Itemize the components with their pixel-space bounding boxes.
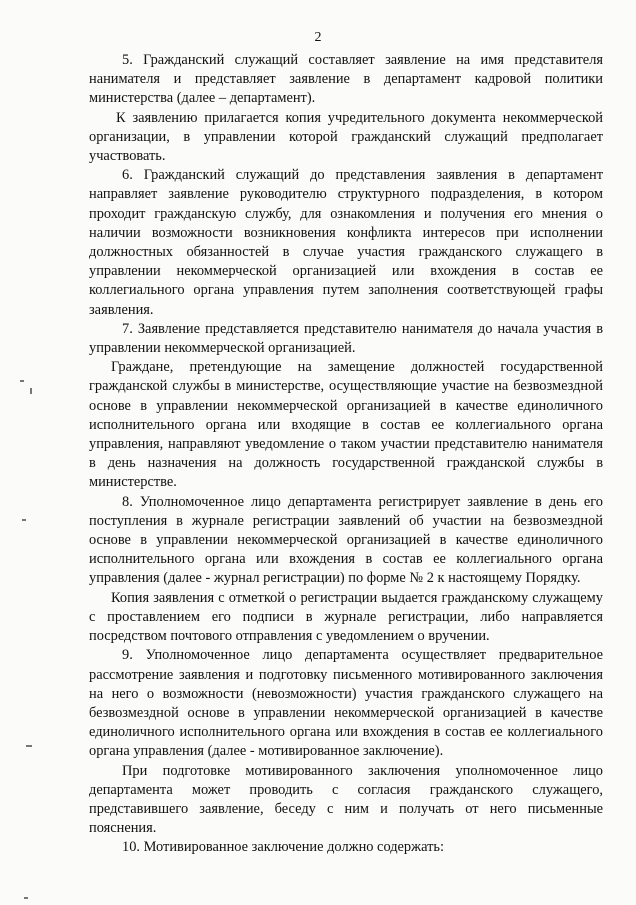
scan-mark xyxy=(22,519,26,521)
scan-mark xyxy=(26,745,32,747)
paragraph-6: 6. Гражданский служащий до представления заявления в департамент направляет заявление руководителю структурного подразделения, в котором проходит гражданскую службу, для ознакомления и получения его мнения о наличии возможности возникновения конфликта интересов при исполнении должностных обязанностей в случае участия гражданского служащего в управлении некоммерческой организацией или вхождения в состав ее коллегиального органа управления путем заполнения соответствующей графы заявления. xyxy=(89,167,603,318)
paragraph-attachment: К заявлению прилагается копия учредительного документа некоммерческой организации, в управлении которой гражданский служащий предполагает участвовать. xyxy=(89,109,603,165)
paragraph-citizens: Граждане, претендующие на замещение должностей государственной гражданской службы в министерстве, осуществляющие участие на безвозмездной основе в управлении некоммерческой организацией в качестве единоличного исполнительного органа или входящие в состав ее коллегиального органа управления, направляют уведомление о таком участии представителю нанимателя в день назначения на должность государственной гражданской службы в министерстве. xyxy=(89,359,603,491)
paragraph-5: 5. Гражданский служащий составляет заявление на имя представителя нанимателя и представляет заявление в департамент кадровой политики министерства (далее – департамент). xyxy=(89,52,603,107)
paragraph-9: 9. Уполномоченное лицо департамента осуществляет предварительное рассмотрение заявления и подготовку письменного мотивированного заключения на него о возможности (невозможности) участия гражданского служащего на безвозмездной основе в управлении некоммерческой организацией в качестве единоличного исполнительного органа или вхождения в состав ее коллегиального органа управления (далее - мотивированное заключение). xyxy=(89,647,603,760)
scan-mark xyxy=(24,897,28,899)
page-number: 2 xyxy=(314,30,322,45)
paragraph-preparation: При подготовке мотивированного заключения уполномоченное лицо департамента может проводить с согласия гражданского служащего, представившего заявление, беседу с ним и получать от него письменные пояснения. xyxy=(89,762,603,837)
document-body xyxy=(89,51,603,858)
paragraph-7: 7. Заявление представляется представителю нанимателя до начала участия в управлении некоммерческой организацией. xyxy=(89,320,603,357)
paragraph-10: 10. Мотивированное заключение должно содержать: xyxy=(122,839,444,856)
paragraph-8: 8. Уполномоченное лицо департамента регистрирует заявление в день его поступления в журнале регистрации заявлений об участии на безвозмездной основе в управлении некоммерческой организацией в качестве единоличного исполнительного органа или вхождения в состав ее коллегиального органа управления (далее - журнал регистрации) по форме № 2 к настоящему Порядку. xyxy=(89,493,603,587)
scan-mark xyxy=(20,380,24,382)
scan-mark xyxy=(30,388,32,394)
paragraph-copy: Копия заявления с отметкой о регистрации выдается гражданскому служащему с проставлением его подписи в журнале регистрации, либо направляется посредством почтового отправления с уведомлением о вручении. xyxy=(89,589,603,645)
